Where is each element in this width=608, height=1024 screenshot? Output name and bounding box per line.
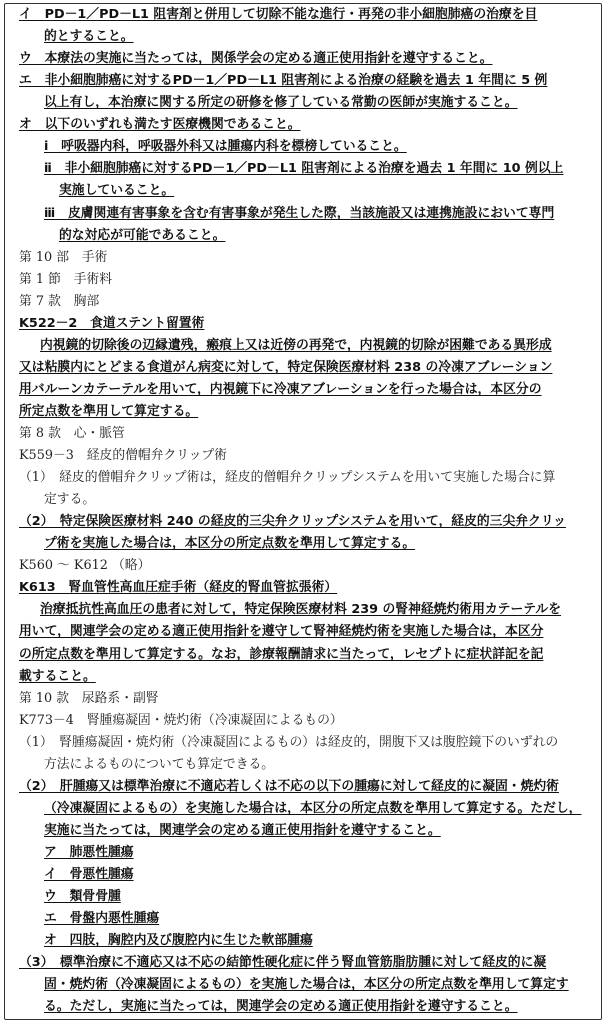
text-line: 用いて，関連学会の定める適正使用指針を遵守して腎神経焼灼術を実施した場合は，本区分 bbox=[19, 624, 544, 640]
text-line: ウ 本療法の実施に当たっては，関係学会の定める適正使用指針を遵守すること。 bbox=[19, 51, 493, 67]
text-line: （1） 経皮的僧帽弁クリップ術は，経皮的僧帽弁クリップシステムを用いて実施した場合に算 bbox=[19, 470, 556, 486]
text-line: プ術を実施した場合は，本区分の所定点数を準用して算定する。 bbox=[44, 536, 416, 552]
text-line: （冷凍凝固によるもの）を実施した場合は，本区分の所定点数を準用して算定する。ただし， bbox=[44, 800, 582, 816]
text-line: オ 四肢，胸腔内及び腹腔内に生じた軟部腫瘍 bbox=[44, 933, 313, 949]
text-line: 的な対応が可能であること。 bbox=[59, 227, 226, 243]
text-line: 載すること。 bbox=[19, 668, 96, 684]
text-line: 固・焼灼術（冷凍凝固によるもの）を実施した場合は，本区分の所定点数を準用して算定す bbox=[44, 977, 569, 993]
text-line: 治療抵抗性高血圧の患者に対して，特定保険医療材料 239 の腎神経焼灼術用カテーテルを bbox=[40, 602, 562, 618]
text-line: （1） 腎腫瘍凝固・焼灼術（冷凍凝固によるもの）は経皮的，開腹下又は腹腔鏡下のいずれの bbox=[19, 734, 559, 750]
text-line: K613 腎血管性高血圧症手術（経皮的腎血管拡張術） bbox=[19, 580, 338, 596]
text-line: る。ただし，実施に当たっては，関連学会の定める適正使用指針を遵守すること。 bbox=[44, 999, 518, 1015]
text-line: 所定点数を準用して算定する。 bbox=[19, 403, 199, 419]
text-line: 内視鏡的切除後の辺縁遺残，瘢痕上又は近傍の再発で，内視鏡的切除が困難である異形成 bbox=[40, 337, 552, 353]
text-line: 定する。 bbox=[44, 492, 96, 508]
text-line: 以上有し，本治療に関する所定の研修を修了している常勤の医師が実施すること。 bbox=[44, 95, 518, 111]
text-line: の所定点数を準用して算定する。なお，診療報酬請求に当たって，レセプトに症状詳記を記 bbox=[19, 646, 544, 662]
text-line: 第 10 款 尿路系・副腎 bbox=[19, 690, 159, 706]
text-line: （2） 特定保険医療材料 240 の経皮的三尖弁クリップシステムを用いて，経皮的三尖弁クリッ bbox=[19, 514, 566, 530]
text-line: 用バルーンカテーテルを用いて，内視鏡下に冷凍アブレーションを行った場合は，本区分の bbox=[19, 381, 542, 397]
text-line: K559－3 経皮的僧帽弁クリップ術 bbox=[19, 448, 227, 463]
text-line: 実施していること。 bbox=[59, 183, 175, 199]
text-line: ウ 類骨骨腫 bbox=[44, 889, 121, 904]
text-line: イ 骨悪性腫瘍 bbox=[44, 867, 134, 882]
text-line: 第 10 部 手術 bbox=[19, 249, 108, 265]
text-line: 又は粘膜内にとどまる食道がん病変に対して，特定保険医療材料 238 の冷凍アブレーション bbox=[19, 359, 553, 375]
text-line: ⅲ 皮膚関連有害事象を含む有害事象が発生した際，当該施設又は連携施設において専門 bbox=[44, 205, 555, 221]
text-line: 的とすること。 bbox=[44, 29, 134, 45]
text-line: ⅱ 非小細胞肺癌に対するPD－1／PD－L1 阻害剤による治療を過去 1 年間に 10 例以上 bbox=[44, 161, 564, 177]
text-line: K773－4 腎腫瘍凝固・焼灼術（冷凍凝固によるもの） bbox=[19, 712, 343, 728]
text-line: 第 1 節 手術料 bbox=[19, 271, 113, 287]
text-line: オ 以下のいずれも満たす医療機関であること。 bbox=[19, 117, 301, 133]
text-line: 第 8 款 心・脈管 bbox=[19, 425, 125, 441]
text-line: K522－2 食道ステント留置術 bbox=[19, 315, 205, 331]
text-line: K560 ～ K612 （略） bbox=[19, 558, 151, 574]
text-line: ア 肺悪性腫瘍 bbox=[44, 844, 134, 860]
text-line: 方法によるものについても算定できる。 bbox=[44, 756, 275, 772]
text-line: イ PD－1／PD－L1 阻害剤と併用して切除不能な進行・再発の非小細胞肺癌の治療を目 bbox=[19, 7, 538, 22]
text-line: （3） 標準治療に不適応又は不応の結節性硬化症に伴う腎血管筋脂肪腫に対して経皮的に凝 bbox=[19, 955, 547, 971]
text-line: エ 非小細胞肺癌に対するPD－1／PD－L1 阻害剤による治療の経験を過去 1 年間に 5 例 bbox=[19, 73, 548, 89]
text-line: （2） 肝腫瘍又は標準治療に不適応若しくは不応の以下の腫瘍に対して経皮的に凝固・焼灼術 bbox=[19, 778, 559, 794]
text-line: 第 7 款 胸部 bbox=[19, 293, 100, 309]
text-line: ⅰ 呼吸器内科，呼吸器外科又は腫瘍内科を標榜していること。 bbox=[44, 139, 407, 155]
text-line: 実施に当たっては，関連学会の定める適正使用指針を遵守すること。 bbox=[44, 822, 441, 838]
text-line: エ 骨盤内悪性腫瘍 bbox=[44, 911, 160, 927]
